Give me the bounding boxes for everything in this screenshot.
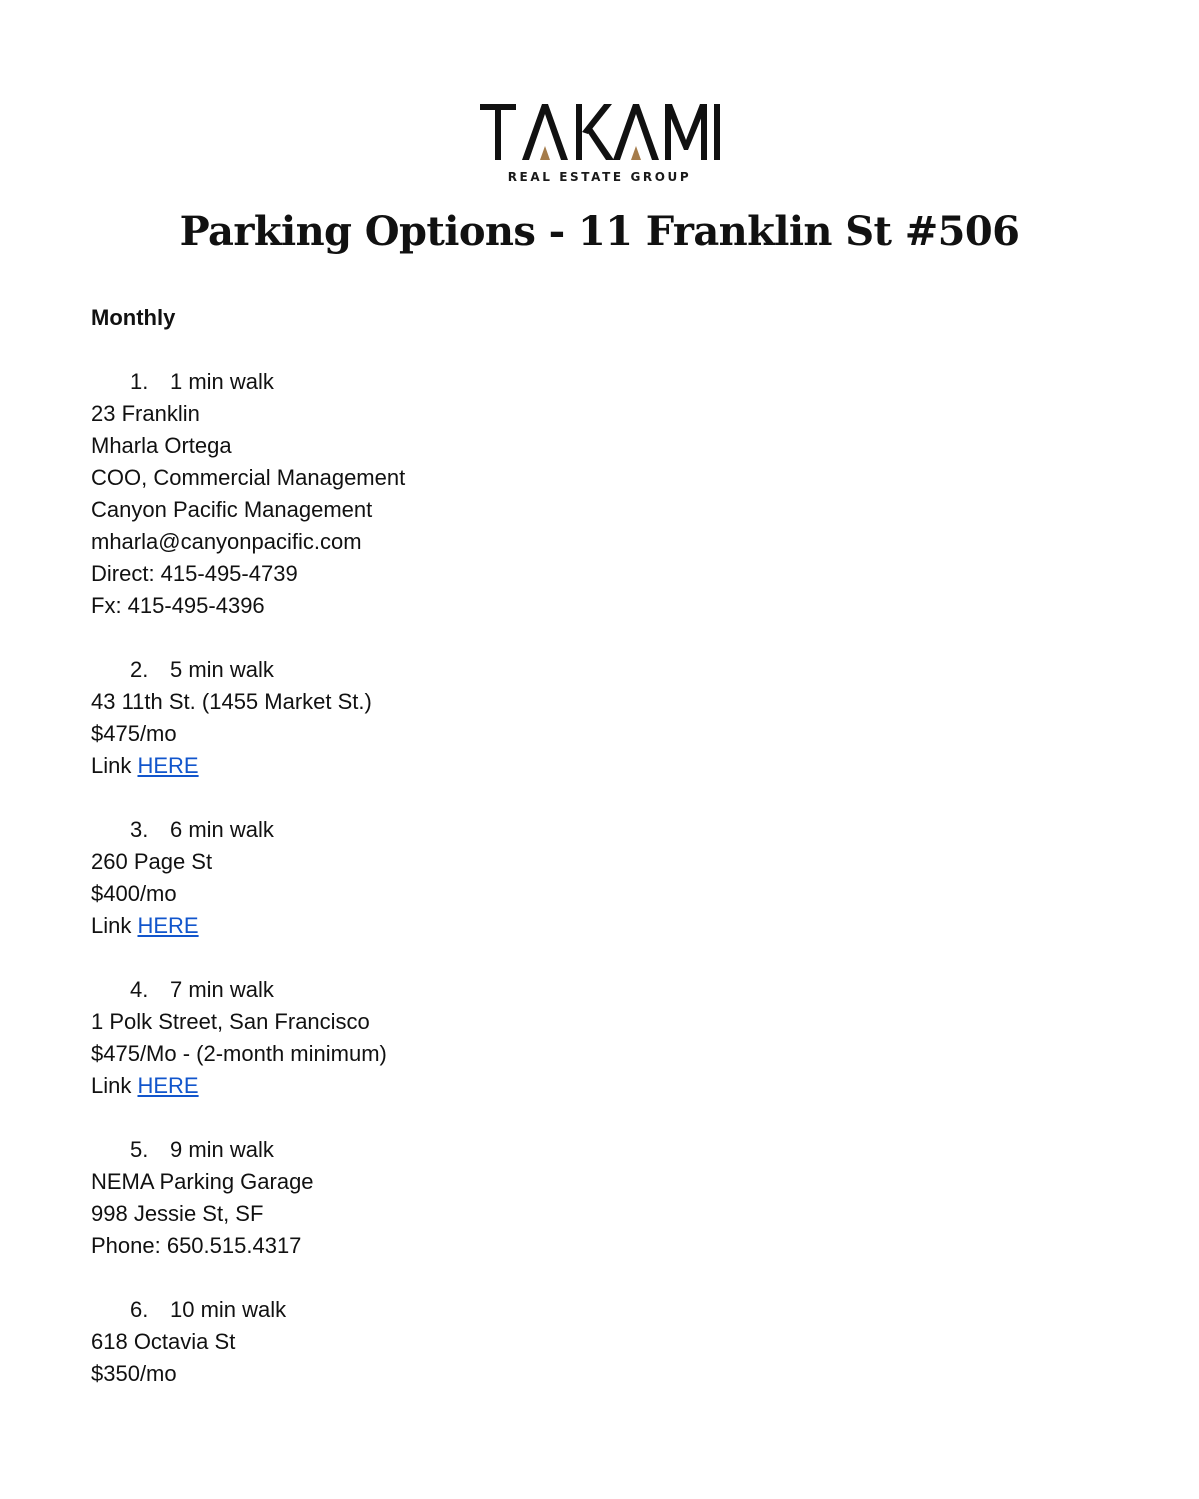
detail-line: COO, Commercial Management bbox=[91, 465, 406, 490]
list-number: 3. bbox=[130, 817, 149, 842]
logo-subtitle: REAL ESTATE GROUP bbox=[507, 170, 692, 184]
logo-accent-1 bbox=[540, 146, 550, 160]
list-item-heading bbox=[91, 366, 991, 398]
section-heading: Monthly bbox=[91, 305, 176, 330]
document-body bbox=[91, 302, 991, 1390]
list-number: 5. bbox=[130, 1137, 149, 1162]
detail-line: Direct: 415-495-4739 bbox=[91, 561, 298, 586]
detail-line: $475/Mo - (2-month minimum) bbox=[91, 1041, 387, 1066]
here-link[interactable]: HERE bbox=[137, 913, 199, 938]
spacer bbox=[91, 334, 991, 366]
detail-line: Mharla Ortega bbox=[91, 433, 232, 458]
list-number: 4. bbox=[130, 977, 149, 1002]
list-item-heading bbox=[91, 1134, 991, 1166]
link-line bbox=[91, 750, 991, 782]
list-item-heading bbox=[91, 654, 991, 686]
detail-line: NEMA Parking Garage bbox=[91, 1169, 314, 1194]
walk-time: 6 min walk bbox=[170, 817, 274, 842]
here-link[interactable]: HERE bbox=[137, 1073, 199, 1098]
parking-options-list bbox=[91, 366, 991, 1390]
detail-line: 1 Polk Street, San Francisco bbox=[91, 1009, 370, 1034]
detail-line: 618 Octavia St bbox=[91, 1329, 236, 1354]
list-item bbox=[91, 1294, 991, 1390]
link-prefix: Link bbox=[91, 753, 132, 778]
detail-line: Phone: 650.515.4317 bbox=[91, 1233, 302, 1258]
list-item-heading bbox=[91, 1294, 991, 1326]
detail-line: 998 Jessie St, SF bbox=[91, 1201, 264, 1226]
spacer bbox=[91, 942, 991, 974]
walk-time: 1 min walk bbox=[170, 369, 274, 394]
list-item bbox=[91, 814, 991, 942]
spacer bbox=[91, 1102, 991, 1134]
walk-time: 9 min walk bbox=[170, 1137, 274, 1162]
detail-line: 43 11th St. (1455 Market St.) bbox=[91, 689, 372, 714]
detail-line: $400/mo bbox=[91, 881, 177, 906]
walk-time: 7 min walk bbox=[170, 977, 274, 1002]
spacer bbox=[91, 622, 991, 654]
detail-line: 23 Franklin bbox=[91, 401, 200, 426]
takami-wordmark-logo bbox=[480, 100, 720, 164]
link-line bbox=[91, 910, 991, 942]
detail-line: 260 Page St bbox=[91, 849, 213, 874]
list-item bbox=[91, 654, 991, 782]
list-item-heading bbox=[91, 974, 991, 1006]
list-item bbox=[91, 366, 991, 622]
detail-line: Fx: 415-495-4396 bbox=[91, 593, 265, 618]
spacer bbox=[91, 1262, 991, 1294]
detail-line: $350/mo bbox=[91, 1361, 177, 1386]
list-number: 2. bbox=[130, 657, 149, 682]
document-title: Parking Options - 11 Franklin St #506 bbox=[179, 208, 1020, 255]
detail-line: mharla@canyonpacific.com bbox=[91, 529, 362, 554]
detail-line: Canyon Pacific Management bbox=[91, 497, 373, 522]
list-item bbox=[91, 1134, 991, 1262]
link-prefix: Link bbox=[91, 1073, 132, 1098]
link-prefix: Link bbox=[91, 913, 132, 938]
here-link[interactable]: HERE bbox=[137, 753, 199, 778]
list-number: 6. bbox=[130, 1297, 149, 1322]
list-item-heading bbox=[91, 814, 991, 846]
list-item bbox=[91, 974, 991, 1102]
walk-time: 10 min walk bbox=[170, 1297, 287, 1322]
detail-line: $475/mo bbox=[91, 721, 177, 746]
takami-logo bbox=[0, 100, 1199, 184]
logo-accent-2 bbox=[631, 146, 641, 160]
link-line bbox=[91, 1070, 991, 1102]
spacer bbox=[91, 782, 991, 814]
walk-time: 5 min walk bbox=[170, 657, 274, 682]
list-number: 1. bbox=[130, 369, 149, 394]
